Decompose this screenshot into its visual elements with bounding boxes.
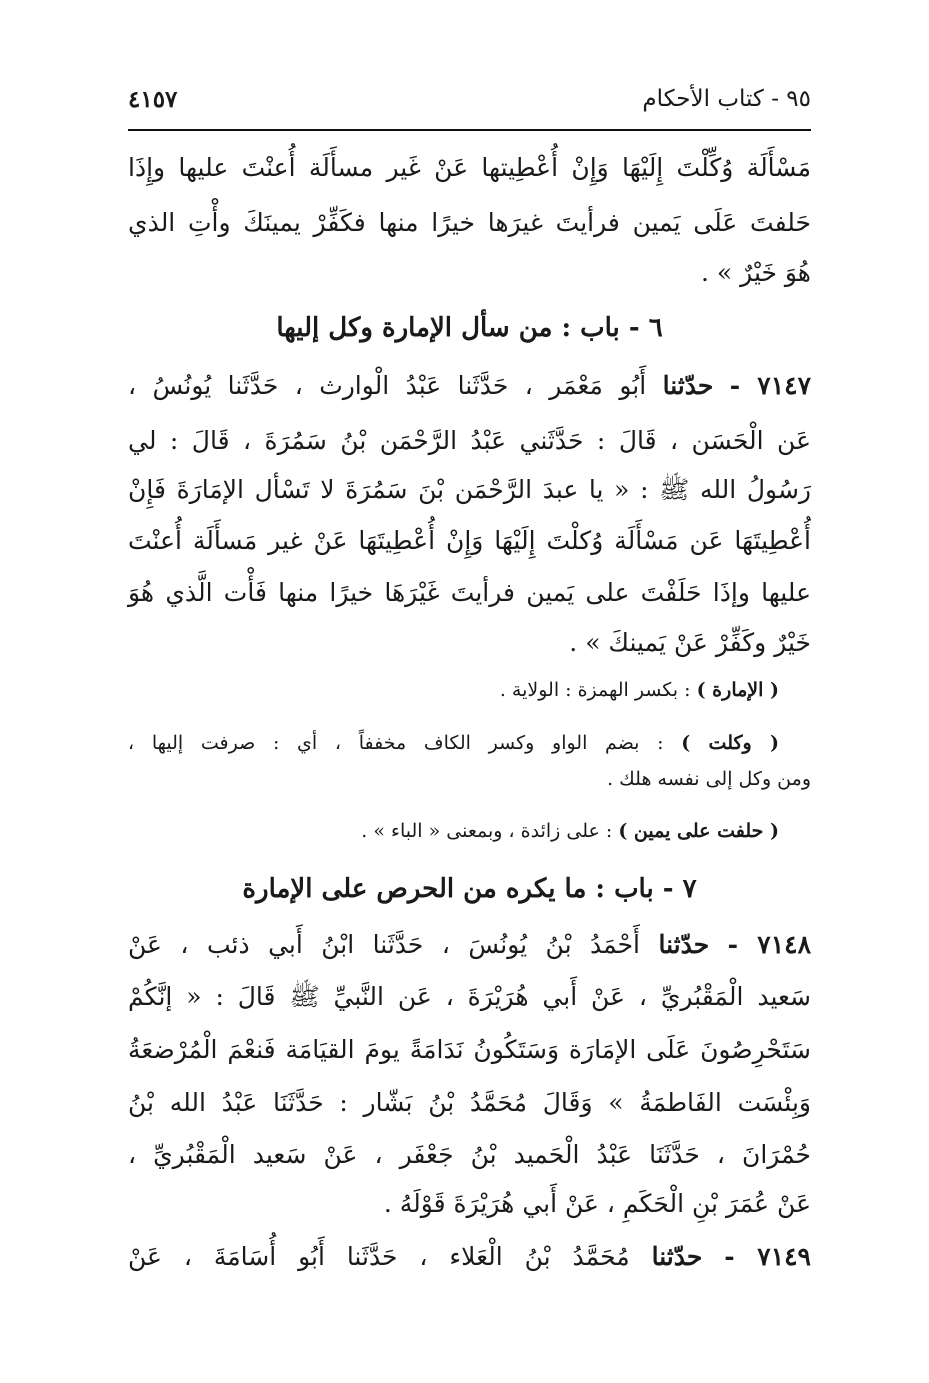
text-line: خَيْرٌ وكَفِّرْ عَنْ يَمينكَ » . bbox=[569, 628, 811, 657]
text-line: وَبِئْسَت الفَاطمَةُ » وَقَالَ مُحَمَّدُ بْنُ بَشّار : حَدَّثَنَا عَبْدُ الله بْنُ bbox=[128, 1088, 811, 1117]
gloss-text: : على زائدة ، وبمعنى « الباء » . bbox=[361, 820, 619, 842]
hadith-first-line bbox=[128, 366, 811, 406]
text-line: عليها وإذَا حَلَفْتَ على يَمين فرأيتَ غَيْرَهَا خيرًا منها فَأْت الَّذي هُوَ bbox=[128, 578, 811, 607]
text-line: حُمْرَانَ ، حَدَّثَنَا عَبْدُ الْحَميد بْنُ جَعْفَر ، عَنْ سَعيد الْمَقْبُريِّ ، bbox=[128, 1140, 811, 1169]
haddathana-label: حدّثنا bbox=[651, 1242, 703, 1271]
text-line: عَنْ عُمَرَ بْنِ الْحَكَمِ ، عَنْ أَبي هُرَيْرَةَ قَوْلَهُ . bbox=[383, 1189, 811, 1218]
section-heading: ٦ - باب : من سأل الإمارة وكل إليها bbox=[276, 313, 663, 343]
hadith-number: ٧١٤٧ - bbox=[729, 371, 811, 400]
hadith-first-line bbox=[128, 1237, 811, 1277]
text-line: سَتَحْرِصُونَ عَلَى الإمَارَة وَسَتَكُونُ نَدَامَةً يومَ القيَامَة فَنعْمَ الْمُرْضعَةُ bbox=[128, 1035, 811, 1064]
hadith-number: ٧١٤٩ - bbox=[724, 1242, 811, 1271]
text-line: سَعيد الْمَقْبُريِّ ، عَنْ أَبي هُرَيْرَةَ ، عَن النَّبيِّ ﷺ قَالَ : « إنَّكُمْ bbox=[128, 982, 811, 1011]
gloss-note bbox=[128, 815, 779, 847]
text-line: مَسْأَلَة وُكِّلْتَ إِلَيْهَا وَإِنْ أُعْطِيتها عَنْ غَير مسأَلَة أُعنْتَ عليها وإِذَا bbox=[128, 153, 811, 182]
page-number: ٤١٥٧ bbox=[128, 86, 178, 113]
text-line: عَن الْحَسَن ، قَالَ : حَدَّثَني عَبْدُ الرَّحْمَن بْنُ سَمُرَةَ ، قَالَ : لي bbox=[128, 426, 811, 455]
hadith-first-line bbox=[128, 925, 811, 965]
hadith-text: أَحْمَدُ بْنُ يُونُسَ ، حَدَّثَنا ابْنُ أَبي ذئب ، عَنْ bbox=[128, 930, 640, 959]
text-line: حَلفتَ عَلَى يَمين فرأيتَ غيرَها خيرًا منها فكَفِّرْ يمينَكَ وأْتِ الذي bbox=[128, 208, 811, 237]
text-line: أُعْطِيتَهَا عَن مَسْأَلَة وُكلْتَ إِلَيْهَا وَإِنْ أُعْطِيتَهَا عَنْ غير مَسأَلَة أُعنْتَ bbox=[128, 526, 811, 555]
hadith-number: ٧١٤٨ - bbox=[727, 930, 811, 959]
gloss-note bbox=[128, 727, 779, 759]
text-line: هُوَ خَيْرٌ » . bbox=[701, 258, 811, 287]
gloss-term: ( حلفت على يمين ) bbox=[618, 820, 779, 842]
gloss-text: : بضم الواو وكسر الكاف مخففاً ، أي : صرفت إليها ، bbox=[128, 732, 682, 754]
hadith-text: مُحَمَّدُ بْنُ الْعَلاء ، حَدَّثَنا أَبُو أُسَامَةَ ، عَنْ bbox=[128, 1242, 630, 1271]
hadith-text: أَبُو مَعْمَر ، حَدَّثَنا عَبْدُ الْوارث ، حَدَّثَنا يُونُسُ ، bbox=[128, 371, 647, 400]
gloss-note bbox=[128, 674, 779, 706]
page-header bbox=[128, 86, 811, 126]
text-line: رَسُولُ الله ﷺ : « يا عبدَ الرَّحْمَن بْنَ سَمُرَةَ لا تَسْأل الإمَارَةَ فَإِنْ bbox=[128, 475, 811, 504]
gloss-term: ( الإمارة ) bbox=[696, 679, 779, 701]
gloss-text: : بكسر الهمزة : الولاية . bbox=[499, 679, 697, 701]
chapter-title: ٩٥ - كتاب الأحكام bbox=[642, 86, 811, 112]
haddathana-label: حدّثنا bbox=[662, 371, 714, 400]
section-heading: ٧ - باب : ما يكره من الحرص على الإمارة bbox=[242, 874, 697, 904]
header-rule bbox=[128, 129, 811, 131]
haddathana-label: حدّثنا bbox=[658, 930, 710, 959]
gloss-term: ( وكلت ) bbox=[681, 732, 779, 754]
gloss-continuation: ومن وكل إلى نفسه هلك . bbox=[607, 768, 811, 790]
